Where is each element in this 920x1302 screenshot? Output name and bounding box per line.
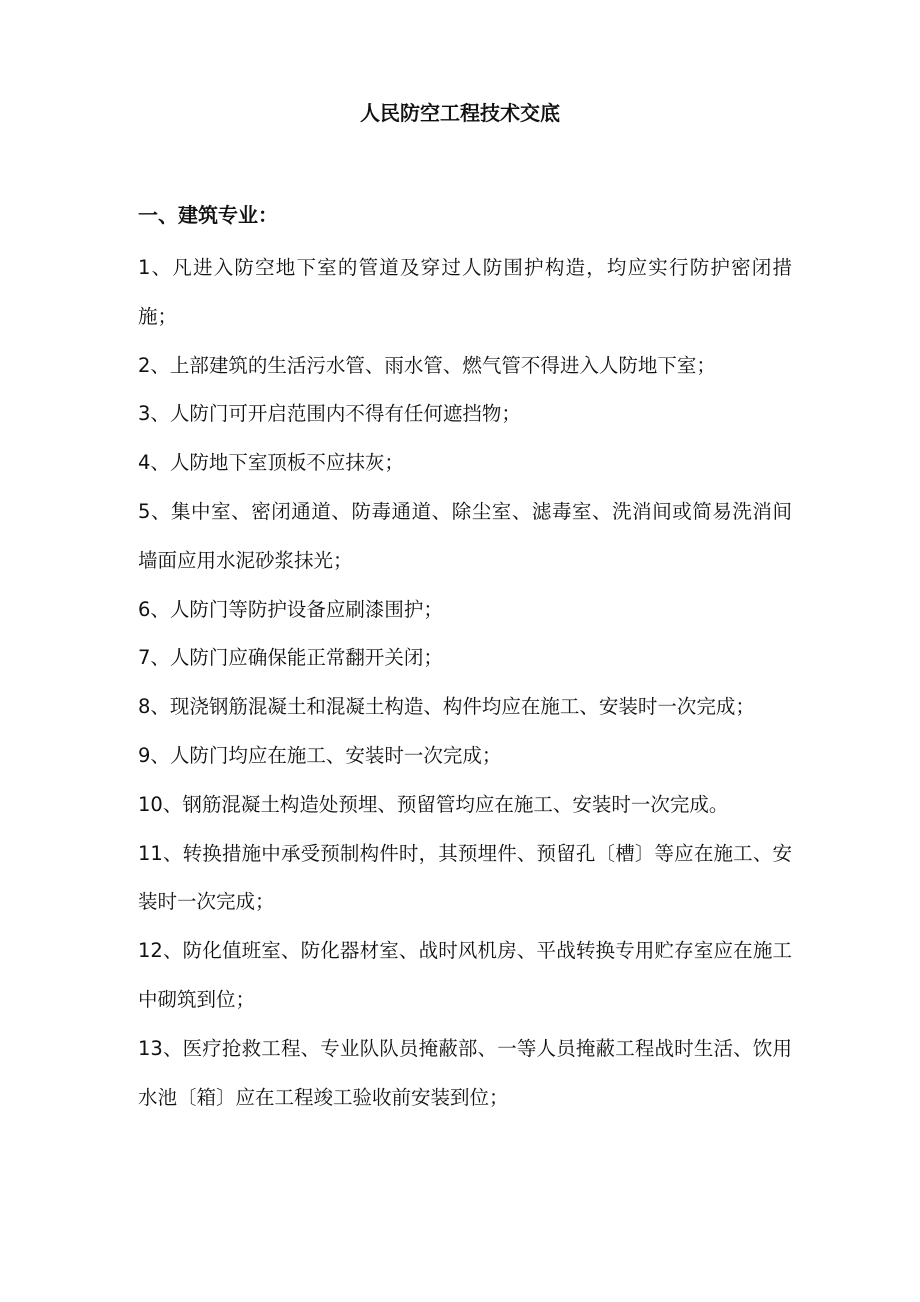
list-item: 8、现浇钢筋混凝土和混凝土构造、构件均应在施工、安装时一次完成；: [138, 695, 755, 719]
list-item: 10、钢筋混凝土构造处预埋、预留管均应在施工、安装时一次完成。: [138, 792, 729, 816]
list-item: 4、人防地下室顶板不应抹灰；: [138, 451, 404, 475]
list-item: 9、人防门均应在施工、安装时一次完成；: [138, 743, 502, 767]
requirements-list: [138, 244, 792, 1122]
list-item: 3、人防门可开启范围内不得有任何遮挡物；: [138, 402, 521, 426]
section-heading: 一、建筑专业：: [138, 203, 278, 227]
list-item: 13、医疗抢救工程、专业队队员掩蔽部、一等人员掩蔽工程战时生活、饮用水池〔箱〕应在工程竣工验收前安装到位；: [138, 1036, 792, 1109]
list-item: 6、人防门等防护设备应刷漆围护；: [138, 597, 443, 621]
page-title: 人民防空工程技术交底: [360, 101, 560, 125]
list-item: 12、防化值班室、防化器材室、战时风机房、平战转换专用贮存室应在施工中砌筑到位；: [138, 939, 792, 1011]
list-item: 5、集中室、密闭通道、防毒通道、除尘室、滤毒室、洗消间或简易洗消间墙面应用水泥砂浆抹光；: [138, 499, 792, 572]
list-item: 2、上部建筑的生活污水管、雨水管、燃气管不得进入人防地下室；: [138, 353, 716, 377]
list-item: 1、凡进入防空地下室的管道及穿过人防围护构造，均应实行防护密闭措施；: [138, 256, 792, 328]
list-item: 11、转换措施中承受预制构件时，其预埋件、预留孔〔槽〕等应在施工、安装时一次完成；: [138, 841, 792, 914]
list-item: 7、人防门应确保能正常翻开关闭；: [138, 646, 443, 670]
